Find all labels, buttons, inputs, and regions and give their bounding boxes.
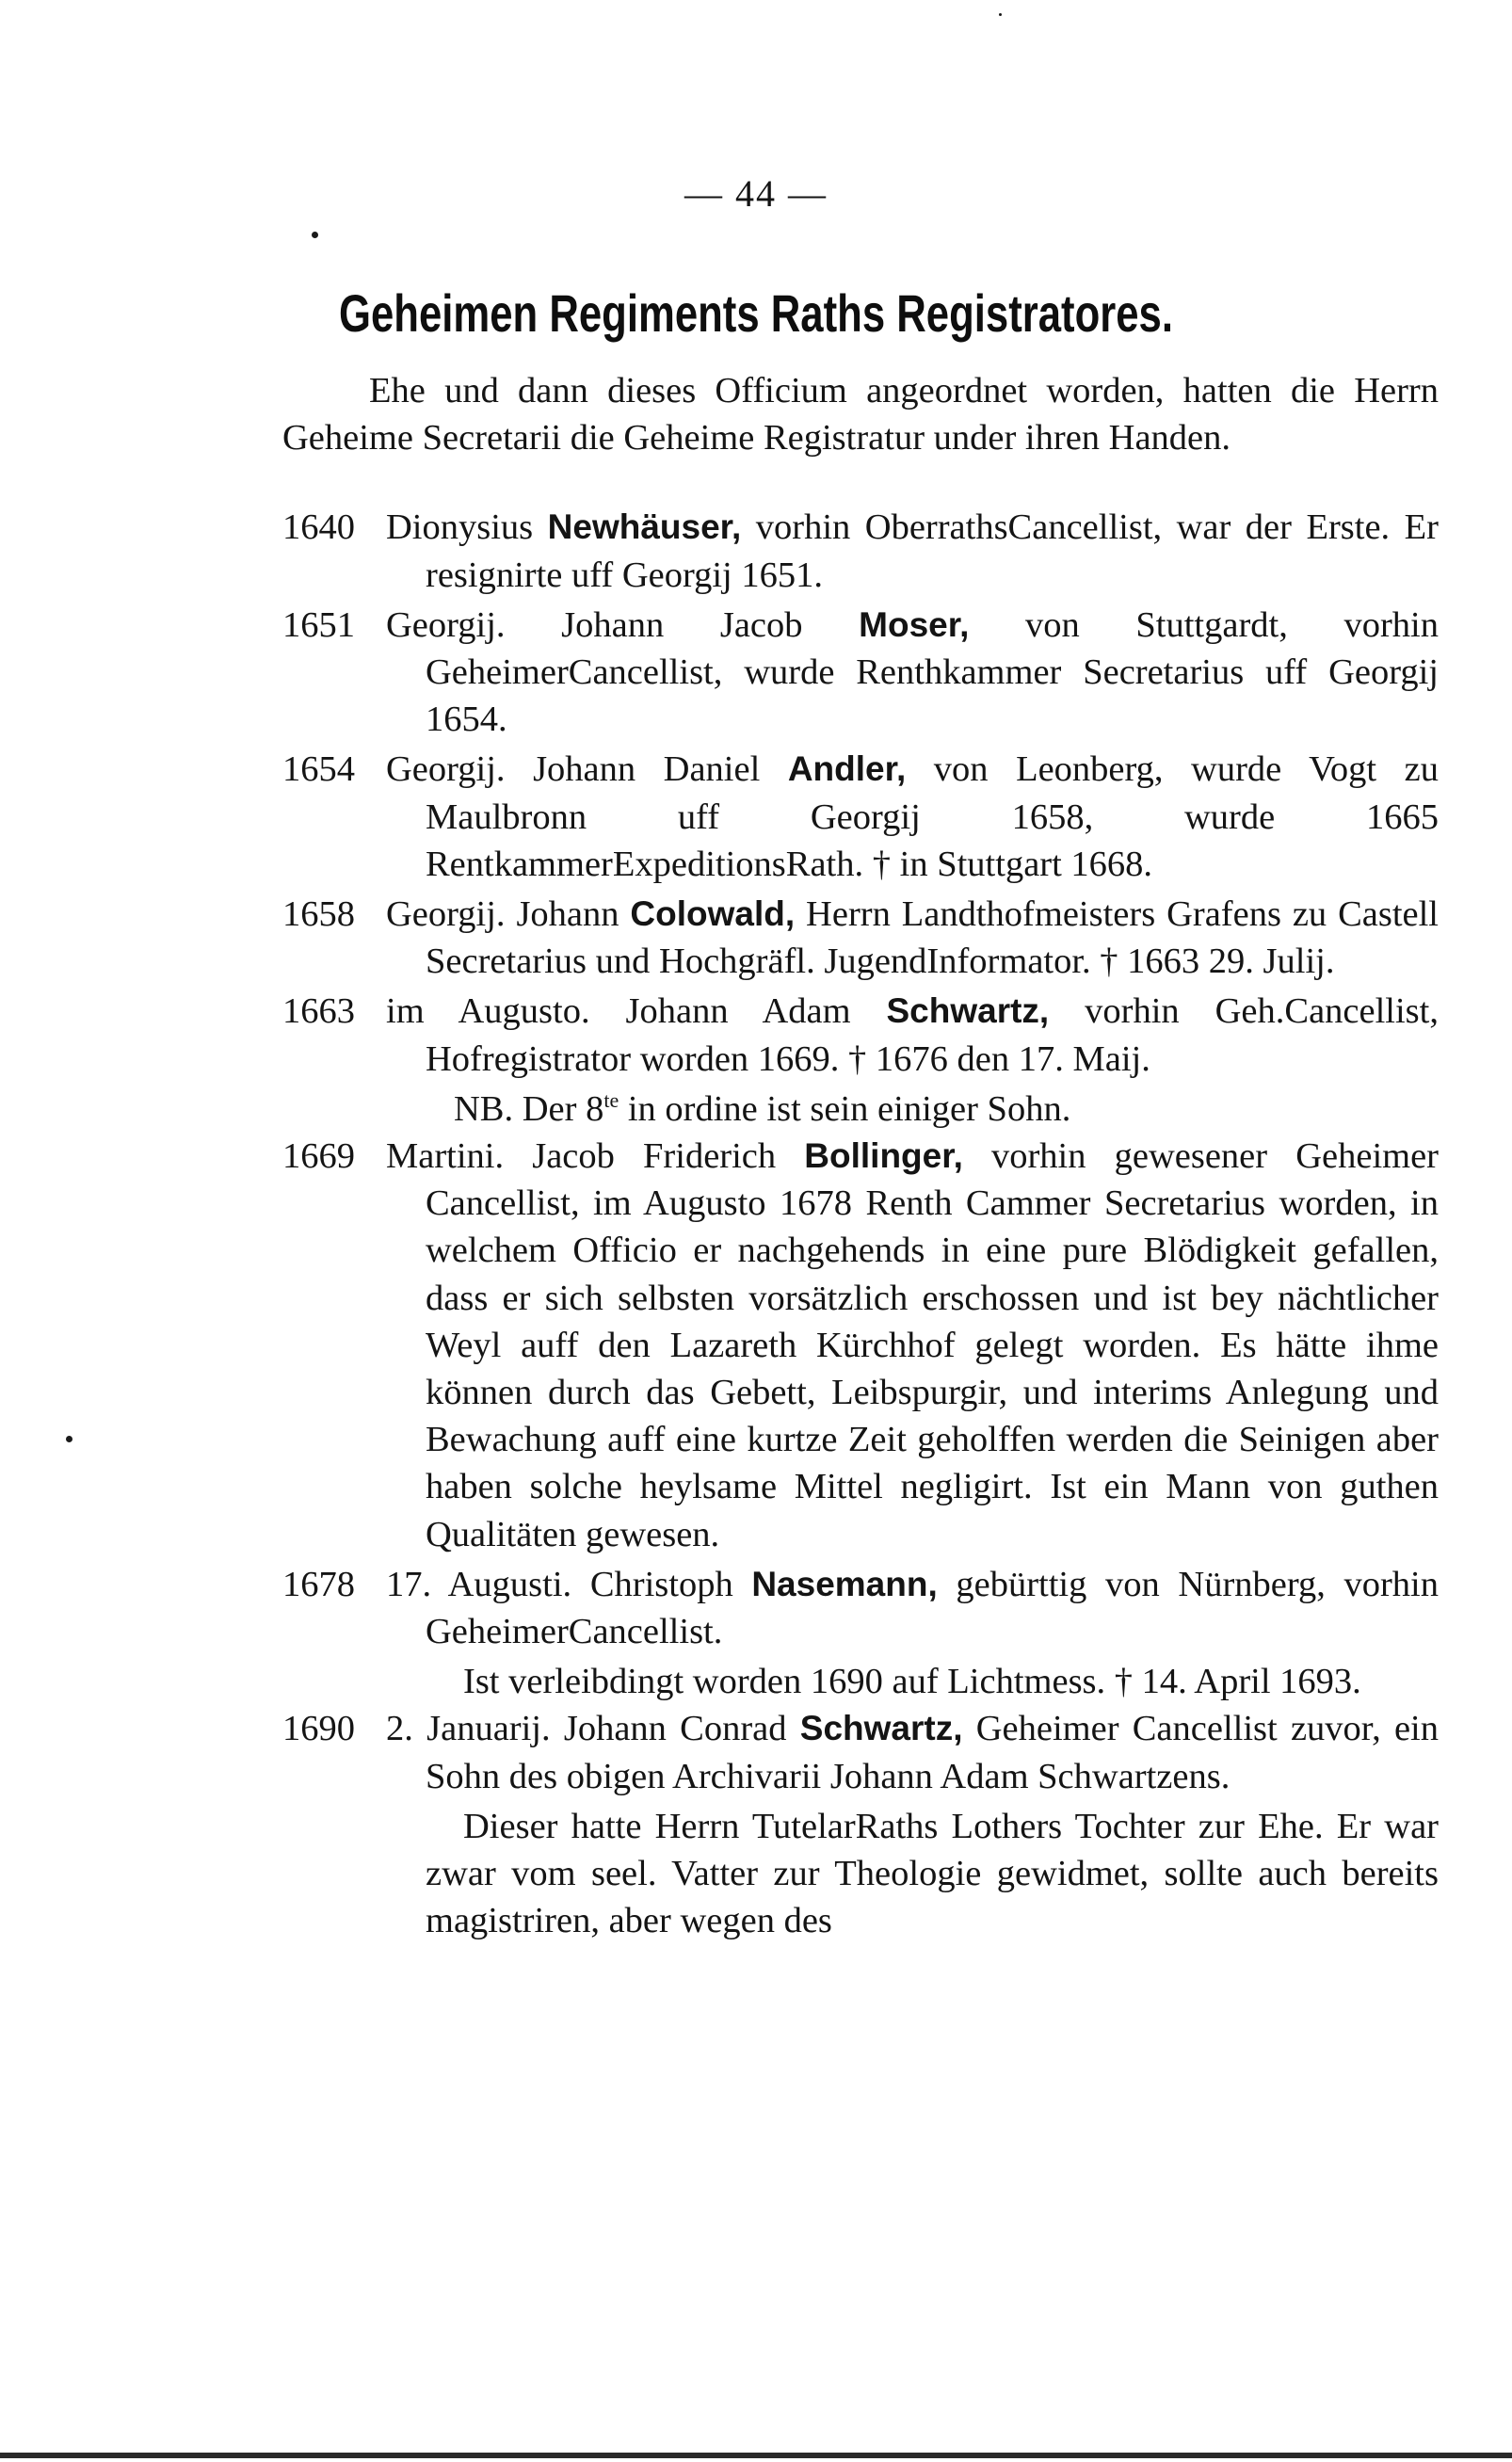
entry-name: Colowald, [630,894,796,934]
note-text: in ordine ist sein einiger Sohn. [619,1088,1071,1129]
entry-year: 1663 [282,991,355,1032]
entry-year: 1678 [282,1564,355,1604]
register-entry-1663 [282,988,1439,1082]
entry-text: von Stuttgardt, vorhin GeheimerCancellist, wurde Renthkammer Secretarius uff Georgij 1654. [426,604,1440,740]
entry-year: 1658 [282,894,355,935]
entry-year: 1690 [282,1709,355,1749]
body-text [282,367,1439,1945]
register-entry-1669 [282,1133,1439,1558]
section-heading: Geheimen Regiments Raths Registratores. [338,283,1173,343]
entry-year: 1654 [282,749,355,790]
register-entry-1690 [282,1705,1439,1799]
register-entry-1678 [282,1561,1439,1655]
register-entry-1658 [282,891,1439,985]
entry-name: Newhäuser, [547,507,742,547]
entry-text: Geheimer Cancellist zuvor, ein Sohn des obigen Archivarii Johann Adam Schwartzens. [426,1709,1439,1796]
entry-text: gebürttig von Nürnberg, vorhin GeheimerCancellist. [426,1564,1439,1652]
page-number: — 44 — [684,172,828,215]
entry-text: 2. Januarij. Johann Conrad [386,1709,800,1749]
entry-note [282,1086,1439,1133]
entry-text: Georgij. Johann Daniel [386,749,788,790]
entry-year: 1640 [282,507,355,548]
entry-name: Bollinger, [804,1136,963,1176]
entry-text: 17. Augusti. Christoph [386,1564,752,1604]
entry-text: im Augusto. Johann Adam [386,991,887,1032]
entry-text: Dionysius [386,507,548,548]
note-text: NB. Der 8 [454,1088,604,1129]
entry-text: von Leonberg, wurde Vogt zu Maulbronn uff Georgij 1658, wurde 1665 RentkammerExpeditionsRath. † in Stuttgart 1668. [426,749,1439,884]
speck-mark [66,1436,72,1442]
entry-text: vorhin Geh.Cancellist, Hofregistrator worden 1669. † 1676 den 17. Maij. [426,991,1439,1079]
speck-mark [312,232,318,238]
register-entry-1640 [282,504,1439,598]
page-bottom-edge [0,2453,1512,2458]
entry-name: Nasemann, [751,1564,938,1603]
entry-year: 1651 [282,604,355,645]
entry-text: Herrn Landthofmeisters Grafens zu Castell Secretarius und Hochgräfl. JugendInformator. † 1663 29. Julij. [426,894,1440,982]
speck-mark [999,13,1002,16]
note-superscript: te [603,1088,619,1113]
entry-text: Martini. Jacob Friderich [386,1136,805,1177]
register-entry-1651 [282,602,1439,744]
entry-text: vorhin gewesener Geheimer Cancellist, im Augusto 1678 Renth Cammer Secretarius worden, in welchem Officio er nachgehends in eine pure Blödigkeit gefallen, dass er sich selbsten vorsätzlich erschossen und ist bey nächtlicher Weyl auff den Lazareth Kürchhof gelegt worden. Es hätte ihme können durch das Gebett, Leibspurgir, und interims Anlegung und Bewachung auff eine kurtze Zeit geholffen werden die Seinigen aber haben solche heylsame Mittel negligirt. Ist ein Mann von guthen Qualitäten gewesen. [426,1136,1440,1554]
entry-continuation: Dieser hatte Herrn TutelarRaths Lothers Tochter zur Ehe. Er war zwar vom seel. Vatter zur Theologie gewidmet, sollte auch bereits magistriren, aber wegen des [426,1806,1439,1941]
entry-text: vorhin OberrathsCancellist, war der Erste. Er resignirte uff Georgij 1651. [426,507,1439,595]
entry-name: Andler, [787,749,907,789]
entry-text: Georgij. Johann [386,894,631,935]
register-entry-1654 [282,746,1439,888]
intro-paragraph: Ehe und dann dieses Officium angeordnet worden, hatten die Herrn Geheime Secretarii die Geheime Registratur under ihren Handen. [282,371,1439,459]
entry-name: Schwartz, [799,1709,963,1748]
entry-name: Moser, [859,604,970,644]
entry-year: 1669 [282,1136,355,1177]
entry-continuation: Ist verleibdingt worden 1690 auf Lichtmess. † 14. April 1693. [463,1662,1361,1702]
entry-name: Schwartz, [886,991,1050,1031]
entry-text: Georgij. Johann Jacob [386,604,860,645]
